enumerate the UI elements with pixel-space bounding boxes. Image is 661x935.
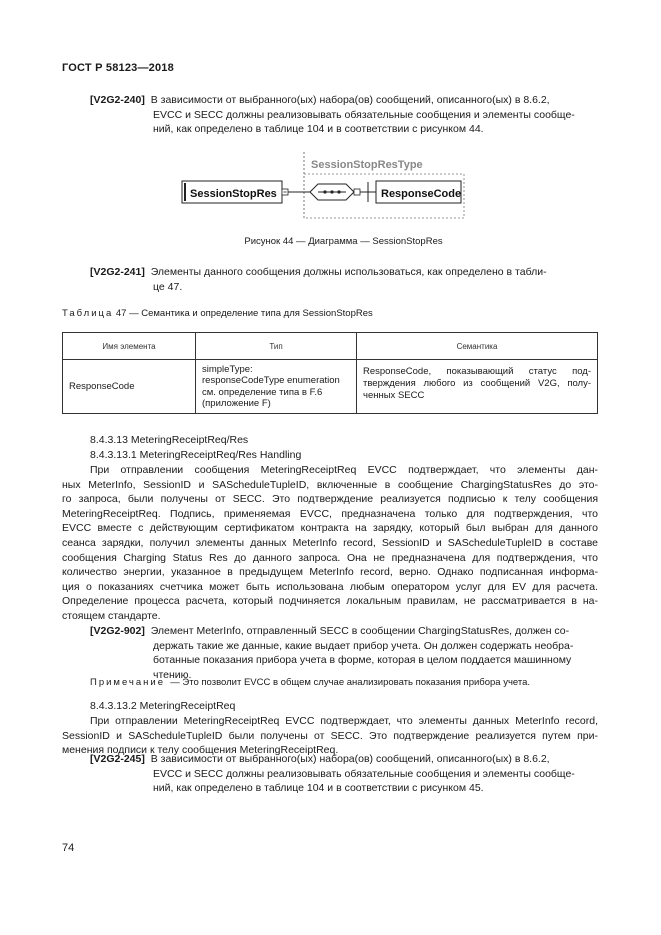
requirement-label: [V2G2-245]	[90, 753, 145, 765]
element-box-edge	[184, 183, 186, 201]
requirement-text-line: ний, как определено в таблице 104 и в соответствии с рисунком 45.	[153, 782, 484, 795]
table-caption-prefix: Таблица	[62, 308, 114, 319]
note	[90, 677, 530, 688]
requirement-text-line: В зависимости от выбранного(ых) набора(ов) сообщений, описанного(ых) в 8.6.2,	[150, 753, 550, 765]
table-cell-semantics: ResponseCode, показывающий статус под- тверждения любого из сообщений V2G, полу- ченных SECC	[357, 360, 598, 414]
child-element-label: ResponseCode	[381, 188, 462, 200]
table-cell-name: ResponseCode	[63, 360, 196, 414]
table-header-cell: Имя элемента	[63, 333, 196, 360]
table-header-row	[63, 333, 598, 360]
requirement-label: [V2G2-241]	[90, 266, 145, 278]
requirement-text-line: Элемент MeterInfo, отправленный SECC в сообщении ChargingStatusRes, должен со-	[150, 625, 570, 637]
table-row	[63, 360, 598, 414]
requirement-label: [V2G2-240]	[90, 94, 145, 106]
requirement-text-line: Элементы данного сообщения должны использоваться, как определено в табли-	[150, 266, 547, 278]
table-caption	[62, 308, 373, 319]
semantics-table	[62, 332, 598, 414]
figure-caption: Рисунок 44 — Диаграмма — SessionStopRes	[244, 236, 443, 247]
requirement-label: [V2G2-902]	[90, 625, 145, 637]
requirement-v2g2-902	[90, 624, 597, 682]
requirement-v2g2-241	[90, 265, 597, 294]
page-number: 74	[62, 842, 75, 854]
requirement-text-line: EVCC и SECC должны реализовывать обязательные сообщения и элементы сообще-	[153, 767, 575, 780]
schema-diagram	[170, 148, 470, 220]
section-paragraph: При отправлении MeteringReceiptReq EVCC подтверждает, что элементы данных MeterInfo record, SessionID и SAScheduleTupleID были получены от SECC. Это подтверждение реализуется путем при- менения подписи к телу сообщения MeteringReceiptReq.	[62, 715, 598, 757]
document-header: ГОСТ Р 58123—2018	[62, 62, 174, 74]
element-name-label: SessionStopRes	[190, 188, 277, 200]
requirement-text-line: чтению.	[153, 668, 192, 681]
requirement-text-line: держать такие же данные, какие выдает прибор учета. Он должен содержать необра-	[153, 639, 574, 652]
note-label: Примечание	[90, 677, 165, 688]
section-paragraph: При отправлении сообщения MeteringReceiptReq EVCC подтверждает, что элементы дан- ных MeterInfo, SessionID и SAScheduleTupleID, включенные в сообщение ChargingStatusRes до это- го запроса, были получены от SECC. Это подтверждение реализуется подписью к телу сообщения MeteringReceiptReq. Подпись, применяемая EVCC, предназначена только для подтверждения, что EVCC вместе с действующим сертификатом контракта на зарядку, который был выбран для данного сеанса зарядки, получил элементы данных MeterInfo record, SessionID и SAScheduleTupleID в составе сообщения Charging Status Res до данного запроса. Она не предназначена для подтверждения, что количество энергии, указанное в предыдущем MeterInfo record, верно. Однако подписанная информа- ция о показаниях счетчика может быть использована любым оператором услуг для EV для расчета. Определение процесса расчета, который подчиняется локальным правилам, не рассматривается в на- стоящем стандарте.	[62, 464, 598, 622]
table-header-cell: Тип	[196, 333, 357, 360]
requirement-text-line: В зависимости от выбранного(ых) набора(ов) сообщений, описанного(ых) в 8.6.2,	[150, 94, 550, 106]
requirement-v2g2-245	[90, 752, 597, 796]
section-subheading: 8.4.3.13.1 MeteringReceiptReq/Res Handling	[90, 449, 302, 461]
note-text: — Это позволит EVCC в общем случае анализировать показания прибора учета.	[170, 677, 531, 688]
expand-marker-icon	[354, 189, 360, 195]
section-heading: 8.4.3.13.2 MeteringReceiptReq	[90, 700, 236, 712]
type-name-label: SessionStopResType	[311, 159, 423, 171]
table-header-cell: Семантика	[357, 333, 598, 360]
table-caption-text: 47 — Семантика и определение типа для SessionStopRes	[115, 308, 373, 319]
requirement-text-line: ний, как определено в таблице 104 и в соответствии с рисунком 44.	[153, 123, 484, 136]
requirement-v2g2-240	[90, 93, 597, 137]
table-cell-type: simpleType: responseCodeType enumeration см. определение типа в F.6 (приложение F)	[196, 360, 357, 414]
requirement-text-line: ботанные показания прибора учета в форме, которая в целом поддается машинному	[153, 654, 572, 667]
requirement-text-line: EVCC и SECC должны реализовывать обязательные сообщения и элементы сообще-	[153, 108, 575, 121]
section-heading: 8.4.3.13 MeteringReceiptReq/Res	[90, 434, 249, 446]
requirement-text-line: це 47.	[153, 280, 183, 293]
